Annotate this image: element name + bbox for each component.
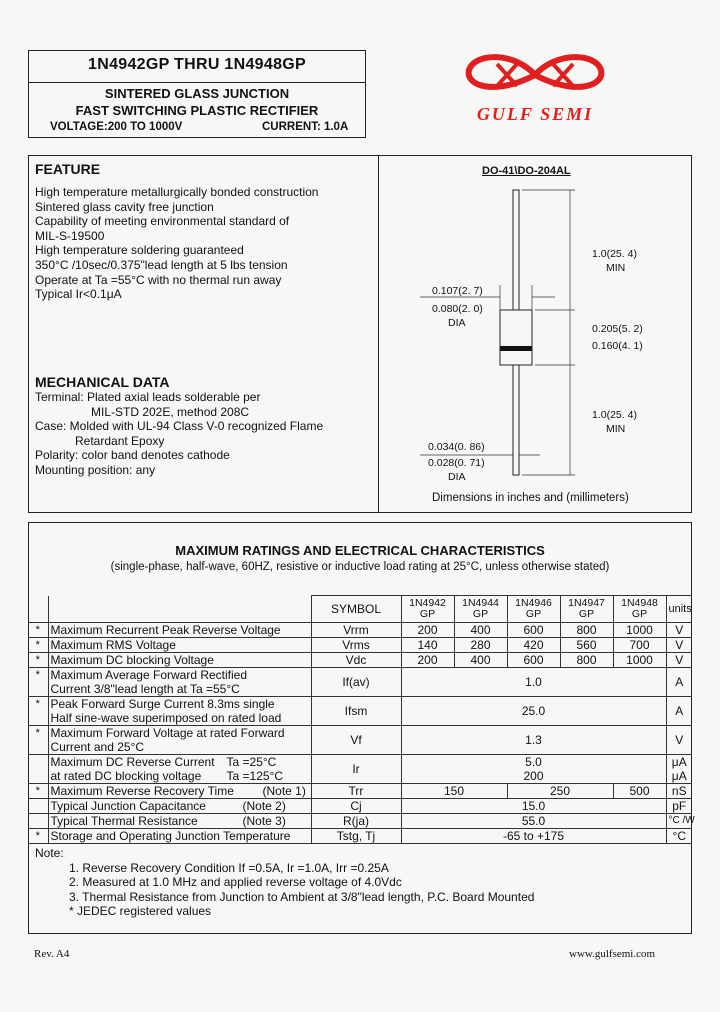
gulf-semi-logo <box>455 50 615 130</box>
lead-length-top-min: MIN <box>606 262 626 274</box>
ratings-table <box>28 595 695 844</box>
feature-line: High temperature metallurgically bonded construction <box>35 185 319 199</box>
part-title: 1N4942GP THRU 1N4948GP <box>88 56 306 73</box>
table-row: * Maximum Recurrent Peak Reverse Voltage Vrrm 200 400 600 800 1000 V <box>28 623 692 638</box>
header-divider <box>28 82 366 83</box>
dimensions-caption: Dimensions in inches and (millimeters) <box>432 492 629 504</box>
package-outline-drawing <box>380 175 690 495</box>
mechanical-line: Mounting position: any <box>35 462 156 477</box>
feature-line: High temperature soldering guaranteed <box>35 243 244 258</box>
mechanical-line: MIL-STD 202E, method 208C <box>91 404 250 419</box>
body-length-max: 0.205(5. 2) <box>592 323 643 335</box>
table-row: Maximum DC Reverse Current Ta =25°C at rated DC blocking voltage Ta =125°C Ir 5.0 200 μA μA <box>28 755 692 784</box>
ratings-heading: MAXIMUM RATINGS AND ELECTRICAL CHARACTERISTICS <box>175 543 545 558</box>
feature-line: Sintered glass cavity free junction <box>35 199 214 214</box>
symbol-header: SYMBOL <box>311 596 401 623</box>
lead-dia-max: 0.034(0. 86) <box>428 441 485 453</box>
mechanical-list <box>35 390 323 478</box>
subtitle-1: SINTERED GLASS JUNCTION <box>104 86 290 101</box>
body-dia-min: 0.080(2. 0) <box>432 303 483 315</box>
mechanical-heading: MECHANICAL DATA <box>35 374 170 390</box>
lead-length-bottom-min: MIN <box>606 423 626 435</box>
mechanical-line: Terminal: Plated axial leads solderable per <box>35 390 261 404</box>
mechanical-line: Case: Molded with UL-94 Class V-0 recognized Flame <box>35 419 324 434</box>
voltage-range: VOLTAGE:200 TO 1000V <box>50 121 183 133</box>
notes <box>35 846 534 919</box>
note-2: 2. Measured at 1.0 MHz and applied reverse voltage of 4.0Vdc <box>69 875 402 890</box>
mechanical-line: Polarity: color band denotes cathode <box>35 448 230 463</box>
logo-text: GULF SEMI <box>476 104 594 124</box>
note-1: 1. Reverse Recovery Condition If =0.5A, Ir =1.0A, Irr =0.25A <box>69 860 389 875</box>
feature-line: 350°C /10sec/0.375"lead length at 5 lbs tension <box>35 257 288 272</box>
table-row: * Maximum Forward Voltage at rated Forward Current and 25°C Vf 1.3 V <box>28 726 692 755</box>
table-header-row <box>28 596 692 623</box>
units-header: units <box>666 596 692 623</box>
feature-line: MIL-S-19500 <box>35 228 105 243</box>
package-name: DO-41\DO-204AL <box>482 165 571 177</box>
ratings-subheading: (single-phase, half-wave, 60HZ, resistive or inductive load rating at 25°C, unless otherwise stated) <box>110 561 610 573</box>
feature-list <box>35 185 318 302</box>
website-url[interactable]: www.gulfsemi.com <box>569 948 656 960</box>
revision: Rev. A4 <box>34 948 70 960</box>
body-dia-label: DIA <box>448 317 466 329</box>
part-header: 1N4948 GP <box>613 596 666 623</box>
lead-length-bottom: 1.0(25. 4) <box>592 409 637 421</box>
current-rating: CURRENT: 1.0A <box>262 121 349 133</box>
mechanical-line: Retardant Epoxy <box>75 433 165 448</box>
feature-line: Capability of meeting environmental standard of <box>35 214 290 229</box>
table-row: * Peak Forward Surge Current 8.3ms single Half sine-wave superimposed on rated load Ifsm 25.0 A <box>28 697 692 726</box>
part-header: 1N4947 GP <box>560 596 613 623</box>
feature-divider <box>378 155 379 513</box>
subtitle-2: FAST SWITCHING PLASTIC RECTIFIER <box>75 103 319 118</box>
table-row: Typical Thermal Resistance (Note 3) R(ja) 55.0 °C /W <box>28 814 692 829</box>
feature-line: Typical Ir<0.1μA <box>35 287 122 302</box>
table-row: Typical Junction Capacitance (Note 2) Cj 15.0 pF <box>28 799 692 814</box>
part-header: 1N4944 GP <box>454 596 507 623</box>
table-row: * Maximum Reverse Recovery Time (Note 1) Trr 150 250 500 nS <box>28 784 692 799</box>
feature-heading: FEATURE <box>35 161 101 177</box>
body-length-min: 0.160(4. 1) <box>592 340 643 352</box>
body-dia-max: 0.107(2. 7) <box>432 285 483 297</box>
note-3: 3. Thermal Resistance from Junction to Ambient at 3/8"lead length, P.C. Board Mounted <box>69 889 535 904</box>
feature-line: Operate at Ta =55°C with no thermal run away <box>35 272 282 287</box>
lead-length-top: 1.0(25. 4) <box>592 248 637 260</box>
notes-heading: Note: <box>35 846 64 860</box>
lead-dia-min: 0.028(0. 71) <box>428 457 485 469</box>
note-4: * JEDEC registered values <box>69 904 212 919</box>
table-row: * Maximum DC blocking Voltage Vdc 200 400 600 800 1000 V <box>28 653 692 668</box>
logo-mark-icon <box>455 50 615 100</box>
part-header: 1N4946 GP <box>507 596 560 623</box>
table-row: * Maximum RMS Voltage Vrms 140 280 420 560 700 V <box>28 638 692 653</box>
lead-dia-label: DIA <box>448 471 466 483</box>
table-row: * Storage and Operating Junction Temperature Tstg, Tj -65 to +175 °C <box>28 829 692 844</box>
table-row: * Maximum Average Forward Rectified Current 3/8"lead length at Ta =55°C If(av) 1.0 A <box>28 668 692 697</box>
part-header: 1N4942 GP <box>401 596 454 623</box>
